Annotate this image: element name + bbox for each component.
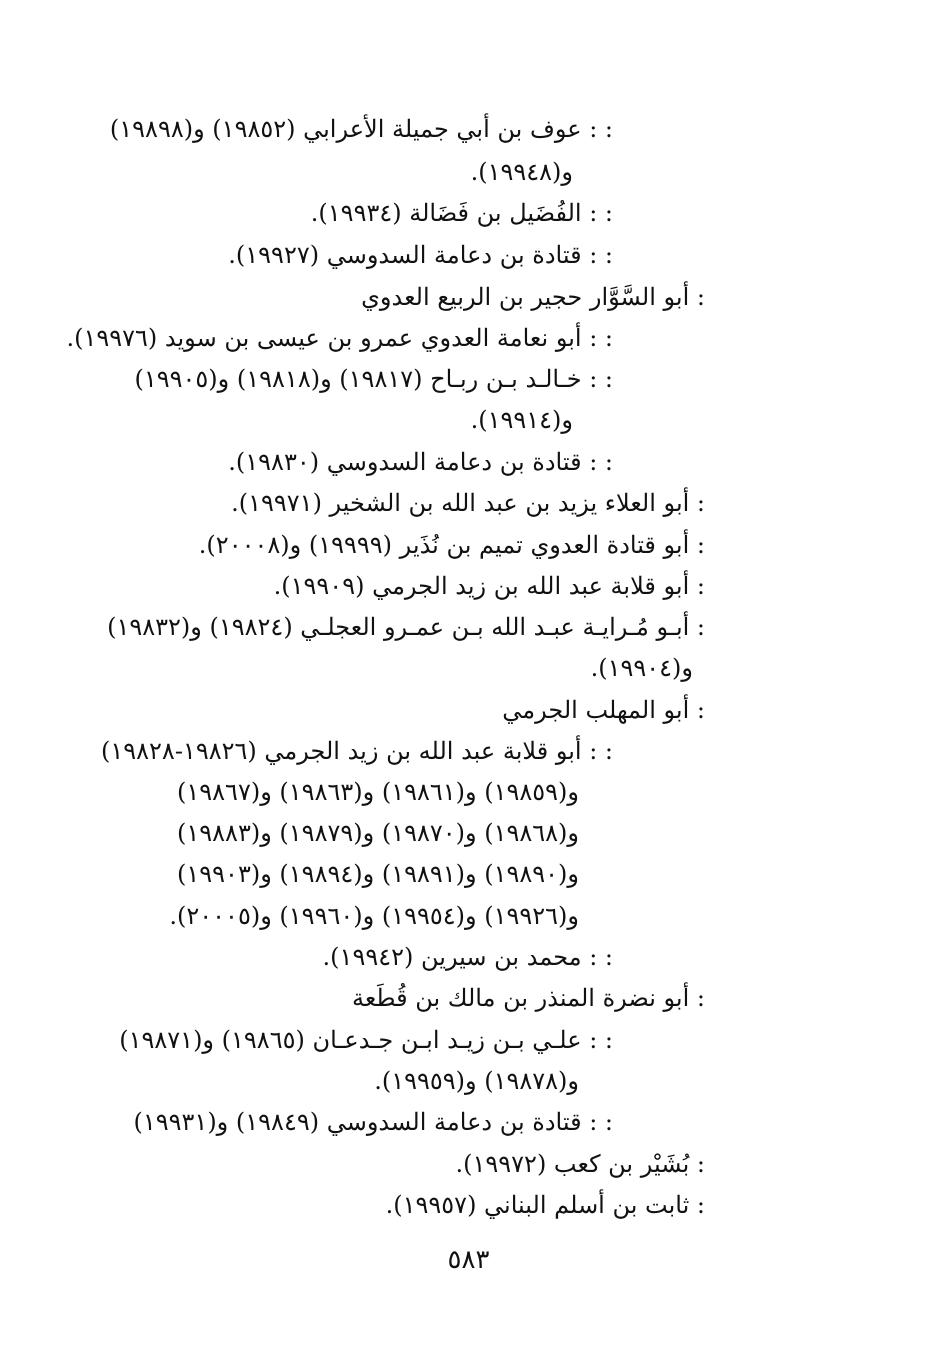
- entry-line: : أبو قتادة العدوي تميم بن نُذَير (١٩٩٩٩) و(٢٠٠٠٨).: [198, 531, 705, 559]
- entry-line: و(١٩٩٤٨).: [470, 158, 573, 186]
- entry-line: : أبـو مُـرايـة عبـد الله بـن عمـرو العجلـي (١٩٨٢٤) و(١٩٨٣٢): [107, 613, 705, 641]
- entry-line: و(١٩٨٧٨) و(١٩٩٥٩).: [374, 1067, 579, 1095]
- entry-line: : أبو المهلب الجرمي: [502, 696, 705, 724]
- entry-line: : : قتادة بن دعامة السدوسي (١٩٨٤٩) و(١٩٩٣١): [133, 1108, 613, 1136]
- entry-line: : : قتادة بن دعامة السدوسي (١٩٨٣٠).: [228, 448, 613, 476]
- entry-line: و(١٩٩٢٦) و(١٩٩٥٤) و(١٩٩٦٠) و(٢٠٠٠٥).: [169, 902, 579, 930]
- entry-line: و(١٩٨٥٩) و(١٩٨٦١) و(١٩٨٦٣) و(١٩٨٦٧): [177, 778, 579, 806]
- entry-line: : : قتادة بن دعامة السدوسي (١٩٩٢٧).: [228, 241, 613, 269]
- page-number: ٥٨٣: [447, 1245, 490, 1275]
- entry-line: : أبو السَّوَّار حجير بن الربيع العدوي: [361, 283, 705, 311]
- entry-line: و(١٩٩٠٤).: [590, 654, 693, 682]
- entry-line: : أبو نضرة المنذر بن مالك بن قُطَعة: [351, 984, 705, 1012]
- entry-line: : ثابت بن أسلم البناني (١٩٩٥٧).: [385, 1191, 705, 1219]
- entry-line: : : محمد بن سيرين (١٩٩٤٢).: [322, 943, 613, 971]
- entry-line: : : علـي بـن زيـد ابـن جـدعـان (١٩٨٦٥) و(١٩٨٧١): [119, 1026, 613, 1054]
- entry-line: : : أبو قلابة عبد الله بن زيد الجرمي (١٩٨٢٦-١٩٨٢٨): [100, 737, 613, 765]
- entry-line: : : أبو نعامة العدوي عمرو بن عيسى بن سويد (١٩٩٧٦).: [66, 324, 613, 352]
- entry-line: : أبو قلابة عبد الله بن زيد الجرمي (١٩٩٠٩).: [273, 572, 705, 600]
- entry-line: و(١٩٨٦٨) و(١٩٨٧٠) و(١٩٨٧٩) و(١٩٨٨٣): [177, 819, 579, 847]
- entry-line: : : عوف بن أبي جميلة الأعرابي (١٩٨٥٢) و(١٩٨٩٨): [109, 115, 613, 143]
- entry-line: : بُشَيْر بن كعب (١٩٩٧٢).: [455, 1150, 705, 1178]
- entry-line: و(١٩٨٩٠) و(١٩٨٩١) و(١٩٨٩٤) و(١٩٩٠٣): [177, 860, 579, 888]
- entry-line: : أبو العلاء يزيد بن عبد الله بن الشخير (١٩٩٧١).: [231, 489, 705, 517]
- entry-line: : : الفُضَيل بن فَضَالة (١٩٩٣٤).: [310, 199, 613, 227]
- entry-line: و(١٩٩١٤).: [470, 406, 573, 434]
- entry-line: : : خـالـد بـن ربـاح (١٩٨١٧) و(١٩٨١٨) و(١٩٩٠٥): [134, 365, 613, 393]
